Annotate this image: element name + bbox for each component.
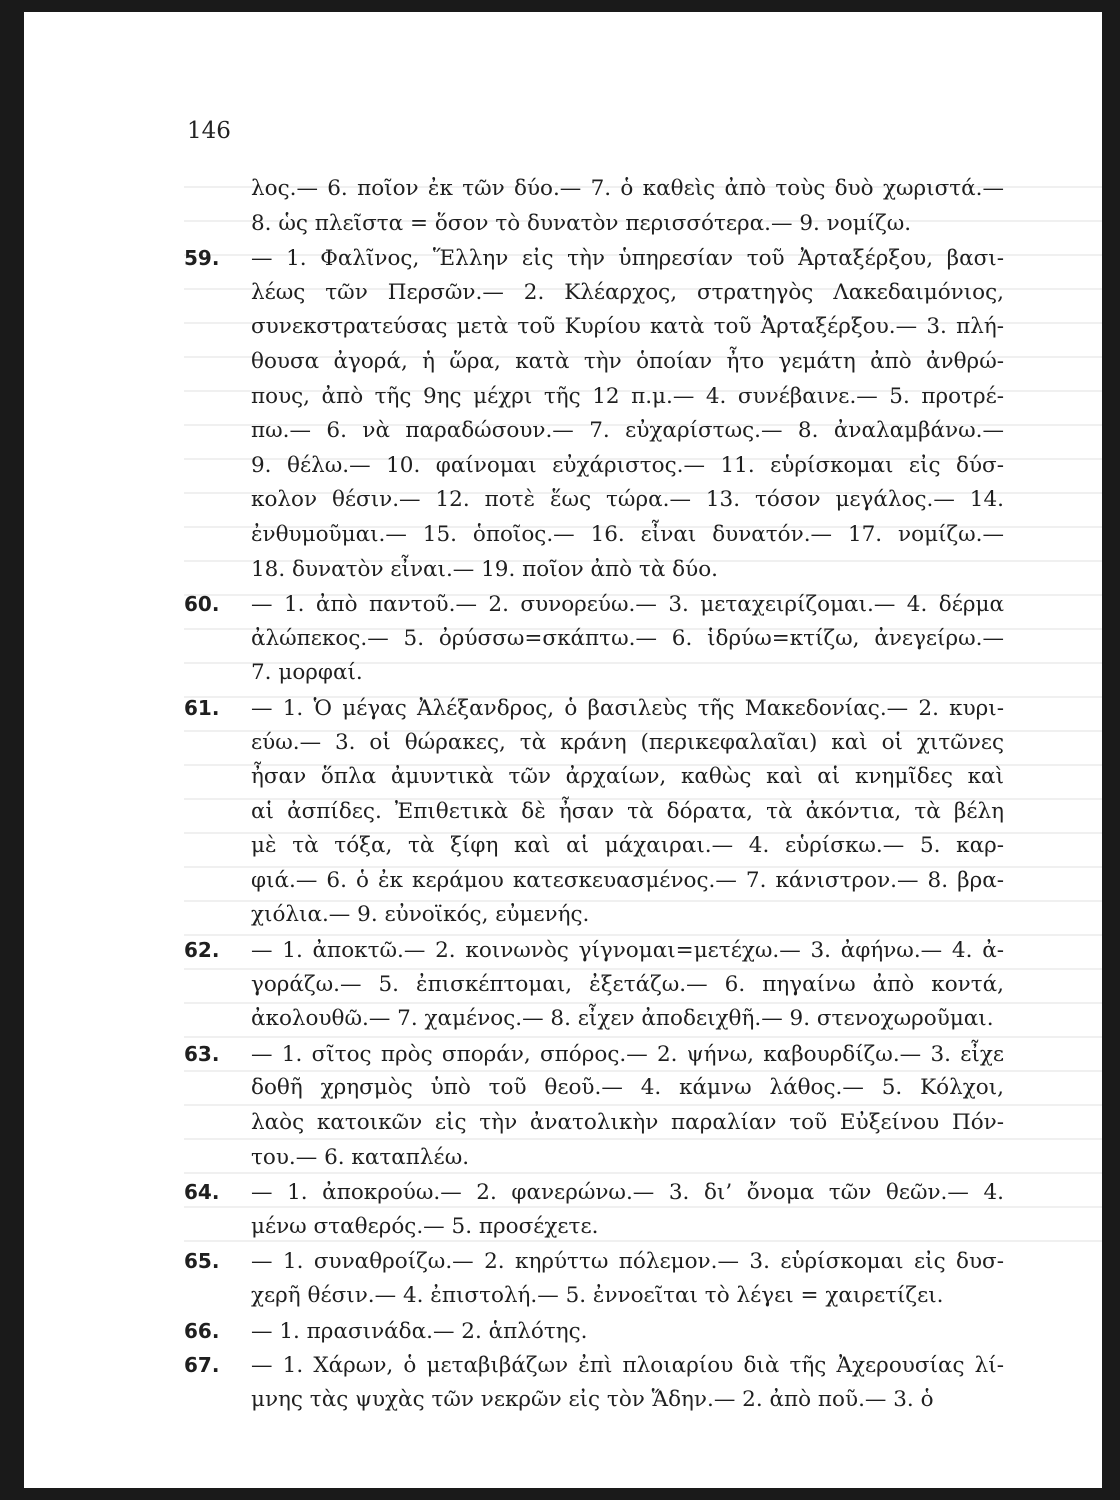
entry-number: 63. [184,1041,220,1066]
entry-number: 61. [184,695,220,720]
text-line [184,1175,1004,1210]
text-line [184,241,1004,276]
entry-number: 59. [184,246,220,271]
text-line: ἦσαν ὅπλα ἀμυντικὰ τῶν ἀρχαίων, καθὼς καὶ αἱ κνημῖδες καὶ [251,764,1004,790]
entry-text: — 1. Ὁ μέγας Ἀλέξανδρος, ὁ βασιλεὺς τῆς Μακεδονίας.— 2. κυρι- [251,695,1004,721]
text-line: γοράζω.— 5. ἐπισκέπτομαι, ἐξετάζω.— 6. πηγαίνω ἀπὸ κοντά, [251,971,1004,997]
entry-number: 64. [184,1180,220,1205]
entry-number: 67. [184,1353,220,1378]
entry-number: 65. [184,1249,220,1274]
text-line [184,587,1004,622]
entry-number: 66. [184,1318,220,1343]
text-line: εύω.— 3. οἱ θώρακες, τὰ κράνη (περικεφαλαῖαι) καὶ οἱ χιτῶνες [251,729,1004,755]
entry-text: — 1. Χάρων, ὁ μεταβιβάζων ἐπὶ πλοιαρίου διὰ τῆς Ἀχερουσίας λί- [251,1353,1004,1379]
text-line: 7. μορφαί. [251,660,363,686]
text-line: λαὸς κατοικῶν εἰς τὴν ἀνατολικὴν παραλίαν τοῦ Εὐξείνου Πόν- [251,1110,1004,1136]
text-line: μένω σταθερός.— 5. προσέχετε. [251,1213,599,1239]
page-number: 146 [187,118,231,144]
text-line: μὲ τὰ τόξα, τὰ ξίφη καὶ αἱ μάχαιραι.— 4. εὑρίσκω.— 5. καρ- [251,833,1004,859]
text-line: χιόλια.— 9. εὐνοϊκός, εὐμενής. [251,902,590,928]
text-line: συνεκστρατεύσας μετὰ τοῦ Κυρίου κατὰ τοῦ Ἀρταξέρξου.— 3. πλή- [251,314,1004,340]
entry-text: — 1. ἀποκτῶ.— 2. κοινωνὸς γίγνομαι=μετέχω.— 3. ἀφήνω.— 4. ἀ- [251,938,1004,964]
text-line: ἀκολουθῶ.— 7. χαμένος.— 8. εἶχεν ἀποδειχθῆ.— 9. στενοχωροῦμαι. [251,1006,994,1032]
text-line: κολον θέσιν.— 12. ποτὲ ἕως τώρα.— 13. τόσον μεγάλος.— 14. [251,487,1004,513]
answer-key-text [184,172,1004,1417]
text-line: μνης τὰς ψυχὰς τῶν νεκρῶν εἰς τὸν Ἅδην.— 2. ἀπὸ ποῦ.— 3. ὁ [251,1386,934,1412]
text-line [184,1314,1004,1349]
text-line: χερῆ θέσιν.— 4. ἐπιστολή.— 5. ἐννοεῖται τὸ λέγει = χαιρετίζει. [251,1283,944,1308]
entry-text: — 1. σῖτος πρὸς σποράν, σπόρος.— 2. ψήνω, καβουρδίζω.— 3. εἶχε [251,1041,1004,1067]
entry-text: — 1. ἀποκρούω.— 2. φανερώνω.— 3. δι’ ὄνομα τῶν θεῶν.— 4. [251,1180,1004,1206]
text-line: λος.— 6. ποῖον ἐκ τῶν δύο.— 7. ὁ καθεὶς ἀπὸ τοὺς δυὸ χωριστά.— [251,176,1004,201]
text-line: 18. δυνατὸν εἶναι.— 19. ποῖον ἀπὸ τὰ δύο. [251,556,718,582]
entry-number: 62. [184,938,220,963]
text-line: δοθῆ χρησμὸς ὑπὸ τοῦ θεοῦ.— 4. κάμνω λάθος.— 5. Κόλχοι, [251,1075,1004,1101]
text-line: ἐνθυμοῦμαι.— 15. ὁποῖος.— 16. εἶναι δυνατόν.— 17. νομίζω.— [251,521,1004,547]
text-line: πους, ἀπὸ τῆς 9ης μέχρι τῆς 12 π.μ.— 4. συνέβαινε.— 5. προτρέ- [251,383,1004,409]
text-line: φιά.— 6. ὁ ἐκ κεράμου κατεσκευασμένος.— 7. κάνιστρον.— 8. βρα- [251,867,1004,893]
entry-text: — 1. ἀπὸ παντοῦ.— 2. συνορεύω.— 3. μεταχειρίζομαι.— 4. δέρμα [251,592,1004,618]
entry-text: — 1. συναθροίζω.— 2. κηρύττω πόλεμον.— 3. εὑρίσκομαι εἰς δυσ- [251,1249,1004,1275]
text-line: θουσα ἀγορά, ἡ ὥρα, κατὰ τὴν ὁποίαν ἦτο γεμάτη ἀπὸ ἀνθρώ- [251,348,1004,374]
text-line [184,1348,1004,1383]
text-line [184,1244,1004,1279]
text-line: πω.— 6. νὰ παραδώσουν.— 7. εὐχαρίστως.— 8. ἀναλαμβάνω.— [251,418,1004,444]
text-line: 9. θέλω.— 10. φαίνομαι εὐχάριστος.— 11. εὑρίσκομαι εἰς δύσ- [251,452,1004,478]
text-line: 8. ὡς πλεῖστα = ὅσον τὸ δυνατὸν περισσότερα.— 9. νομίζω. [251,210,912,236]
entry-number: 60. [184,592,220,617]
text-line: αἱ ἀσπίδες. Ἐπιθετικὰ δὲ ἦσαν τὰ δόρατα, τὰ ἀκόντια, τὰ βέλη [251,798,1004,824]
entry-text: — 1. πρασινάδα.— 2. ἁπλότης. [251,1318,588,1344]
text-line: του.— 6. καταπλέω. [251,1144,470,1170]
book-page [24,12,1102,1488]
text-line: ἀλώπεκος.— 5. ὀρύσσω=σκάπτω.— 6. ἱδρύω=κτίζω, ἀνεγείρω.— [251,625,1004,651]
entry-text: — 1. Φαλῖνος, Ἕλλην εἰς τὴν ὑπηρεσίαν τοῦ Ἀρταξέρξου, βασι- [251,246,1004,272]
text-line [184,933,1004,968]
text-line: λέως τῶν Περσῶν.— 2. Κλέαρχος, στρατηγὸς Λακεδαιμόνιος, [251,279,1004,305]
text-line [184,1037,1004,1072]
text-line [184,691,1004,726]
